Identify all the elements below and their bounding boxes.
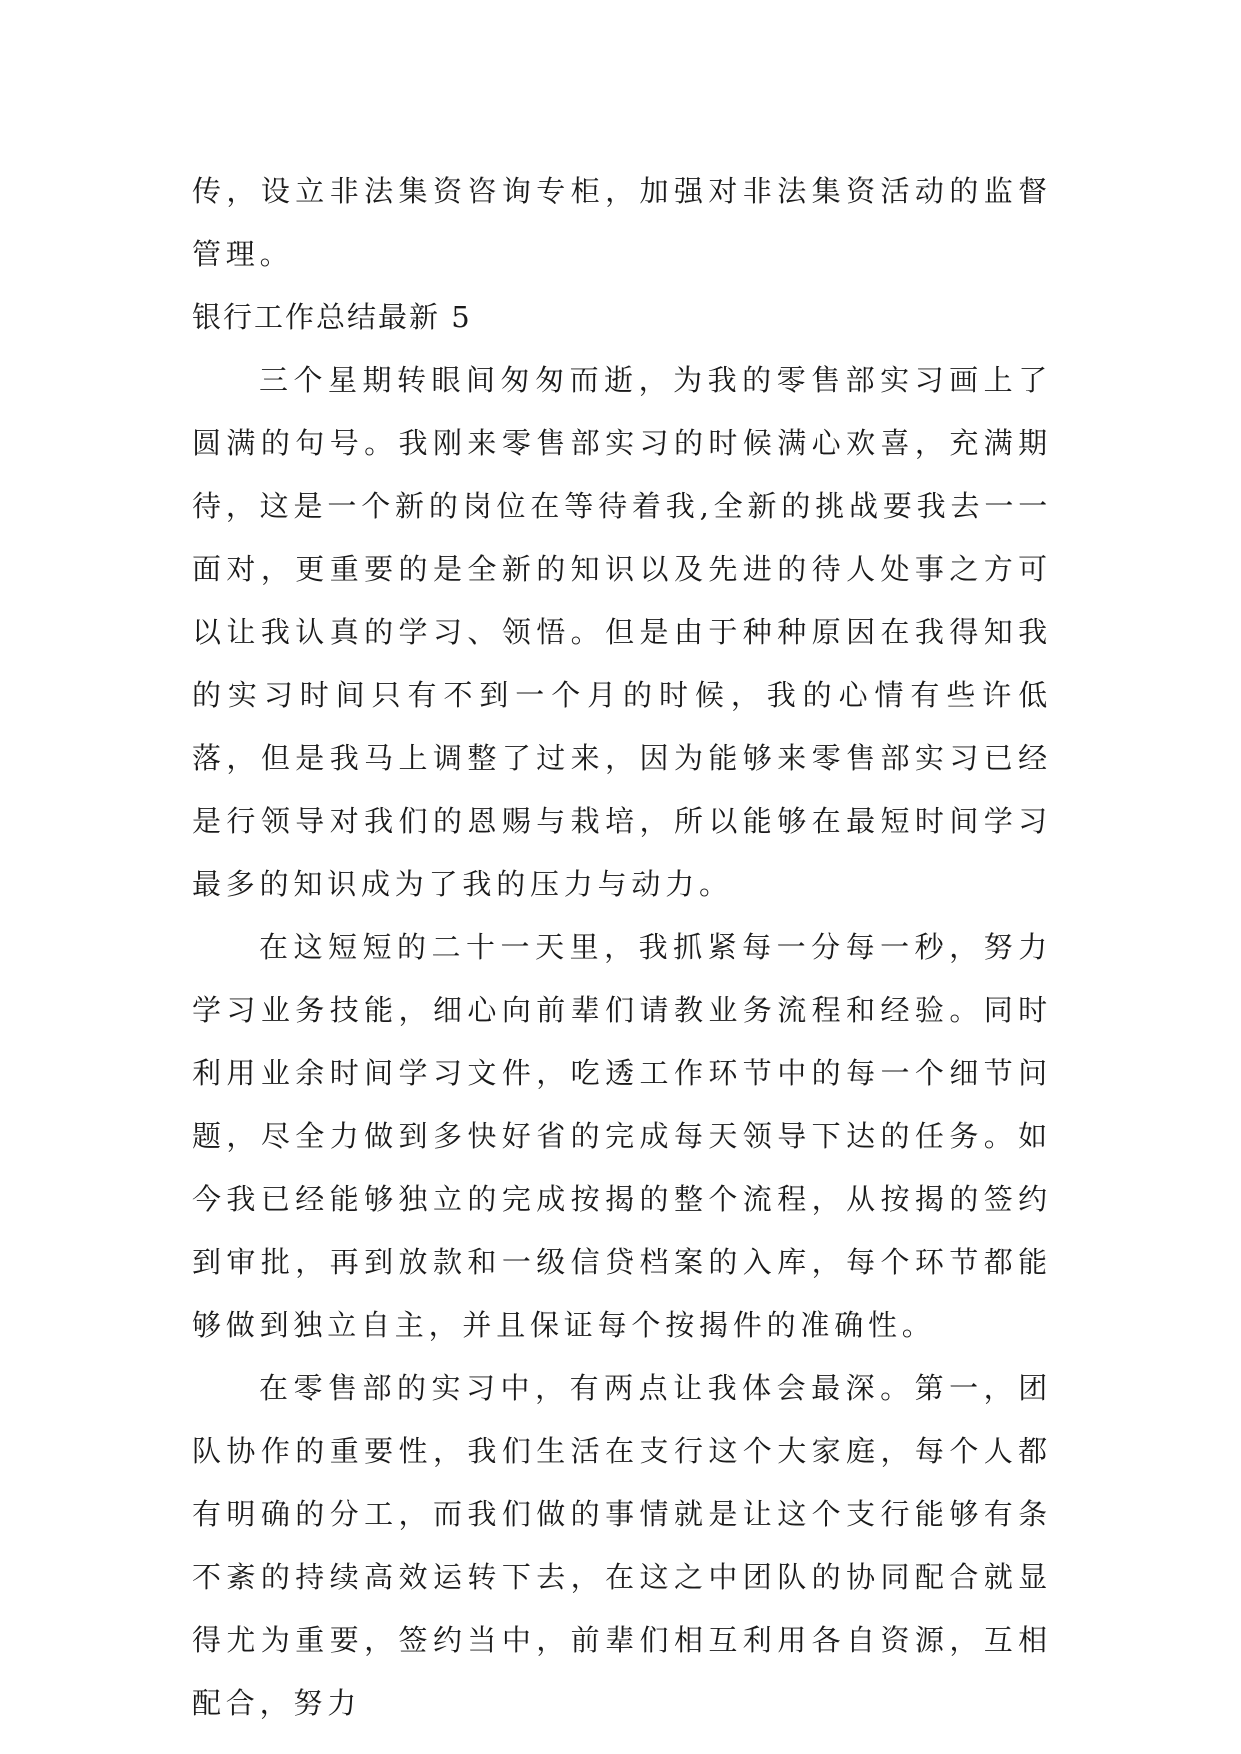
body-paragraph-1: 三个星期转眼间匆匆而逝，为我的零售部实习画上了圆满的句号。我刚来零售部实习的时候满心欢喜，充满期待，这是一个新的岗位在等待着我,全新的挑战要我去一一面对，更重要的是全新的知识以及先进的待人处事之方可以让我认真的学习、领悟。但是由于种种原因在我得知我的实习时间只有不到一个月的时候，我的心情有些许低落，但是我马上调整了过来，因为能够来零售部实习已经是行领导对我们的恩赐与栽培，所以能够在最短时间学习最多的知识成为了我的压力与动力。 (192, 363, 1052, 901)
continuation-paragraph: 传，设立非法集资咨询专柜，加强对非法集资活动的监督管理。 (192, 174, 1052, 271)
body-paragraph-3: 在零售部的实习中，有两点让我体会最深。第一，团队协作的重要性，我们生活在支行这个大家庭，每个人都有明确的分工，而我们做的事情就是让这个支行能够有条不紊的持续高效运转下去，在这之中团队的协同配合就显得尤为重要，签约当中，前辈们相互利用各自资源，互相配合，努力 (192, 1371, 1052, 1720)
document-body (192, 160, 1052, 1735)
body-paragraph-2: 在这短短的二十一天里，我抓紧每一分每一秒，努力学习业务技能，细心向前辈们请教业务流程和经验。同时利用业余时间学习文件，吃透工作环节中的每一个细节问题，尽全力做到多快好省的完成每天领导下达的任务。如今我已经能够独立的完成按揭的整个流程，从按揭的签约到审批，再到放款和一级信贷档案的入库，每个环节都能够做到独立自主，并且保证每个按揭件的准确性。 (192, 930, 1052, 1342)
section-title: 银行工作总结最新 5 (192, 300, 472, 334)
